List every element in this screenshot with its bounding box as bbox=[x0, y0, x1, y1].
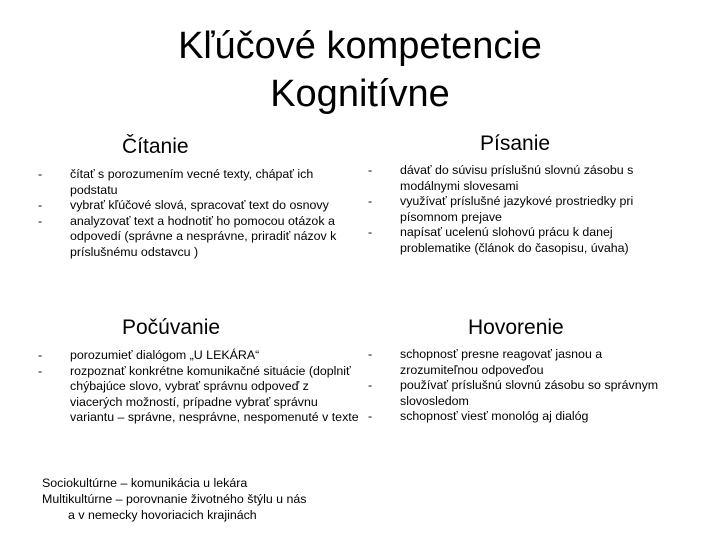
footer-line-sociokulturne: Sociokultúrne – komunikácia u lekára bbox=[42, 476, 248, 490]
list-citanie bbox=[38, 167, 360, 260]
list-pisanie bbox=[368, 163, 668, 256]
list-item-text: schopnosť viesť monológ aj dialóg bbox=[400, 409, 589, 423]
slide-title bbox=[0, 22, 720, 118]
footer-line-multikulturne: Multikultúrne – porovnanie životného štýlu u nás bbox=[42, 492, 307, 506]
list-item-text: napísať ucelenú slohovú prácu k danej problematike (článok do časopisu, úvaha) bbox=[400, 225, 629, 255]
list-item bbox=[368, 194, 668, 225]
heading-citanie: Čítanie bbox=[122, 135, 189, 158]
list-item bbox=[368, 347, 668, 378]
bullet-dash: - bbox=[368, 163, 373, 177]
list-pocuvanie bbox=[38, 348, 360, 426]
bullet-dash: - bbox=[38, 198, 43, 212]
bullet-dash: - bbox=[368, 409, 373, 423]
list-item-text: čítať s porozumením vecné texty, chápať ich podstatu bbox=[70, 167, 314, 197]
list-item bbox=[368, 163, 668, 194]
list-item-text: vybrať kľúčové slová, spracovať text do osnovy bbox=[70, 198, 329, 212]
list-item bbox=[38, 214, 360, 261]
bullet-dash: - bbox=[368, 378, 373, 392]
list-item bbox=[38, 364, 360, 426]
bullet-dash: - bbox=[368, 347, 373, 361]
list-item bbox=[38, 198, 360, 214]
list-item-text: využívať príslušné jazykové prostriedky pri písomnom prejave bbox=[400, 194, 634, 224]
bullet-dash: - bbox=[368, 194, 373, 208]
heading-pocuvanie: Počúvanie bbox=[122, 316, 221, 339]
list-item bbox=[368, 409, 668, 425]
list-item-text: analyzovať text a hodnotiť ho pomocou otázok a odpovedí (správne a nesprávne, priradiť názov k príslušnému odstavcu ) bbox=[70, 213, 337, 259]
list-item bbox=[368, 225, 668, 256]
bullet-dash: - bbox=[38, 363, 43, 378]
list-item bbox=[38, 348, 360, 364]
footer-line-continuation: a v nemecky hovoriacich krajinách bbox=[68, 508, 257, 522]
bullet-dash: - bbox=[38, 213, 43, 228]
bullet-dash: - bbox=[38, 348, 43, 362]
slide-title-line1: Kľúčové kompetencie bbox=[178, 25, 542, 67]
list-item-text: dávať do súvisu príslušnú slovnú zásobu s modálnymi slovesami bbox=[400, 163, 634, 193]
list-hovorenie bbox=[368, 347, 668, 425]
bullet-dash: - bbox=[368, 225, 373, 239]
heading-hovorenie: Hovorenie bbox=[468, 316, 564, 339]
heading-pisanie: Písanie bbox=[480, 132, 551, 155]
list-item bbox=[38, 167, 360, 198]
list-item bbox=[368, 378, 668, 409]
list-item-text: používať príslušnú slovnú zásobu so správnym slovosledom bbox=[400, 378, 659, 408]
slide-title-line2: Kognitívne bbox=[270, 73, 450, 115]
list-item-text: rozpoznať konkrétne komunikačné situácie (doplniť chýbajúce slovo, vybrať správnu odpoveď z viacerých možností, prípadne vybrať správnu variantu – správne, nesprávne, nespomenuté v texte bbox=[70, 363, 359, 424]
footer-notes bbox=[42, 475, 372, 523]
list-item-text: porozumieť dialógom „U LEKÁRA“ bbox=[70, 348, 260, 362]
list-item-text: schopnosť presne reagovať jasnou a zrozumiteľnou odpoveďou bbox=[400, 347, 603, 377]
bullet-dash: - bbox=[38, 167, 43, 181]
